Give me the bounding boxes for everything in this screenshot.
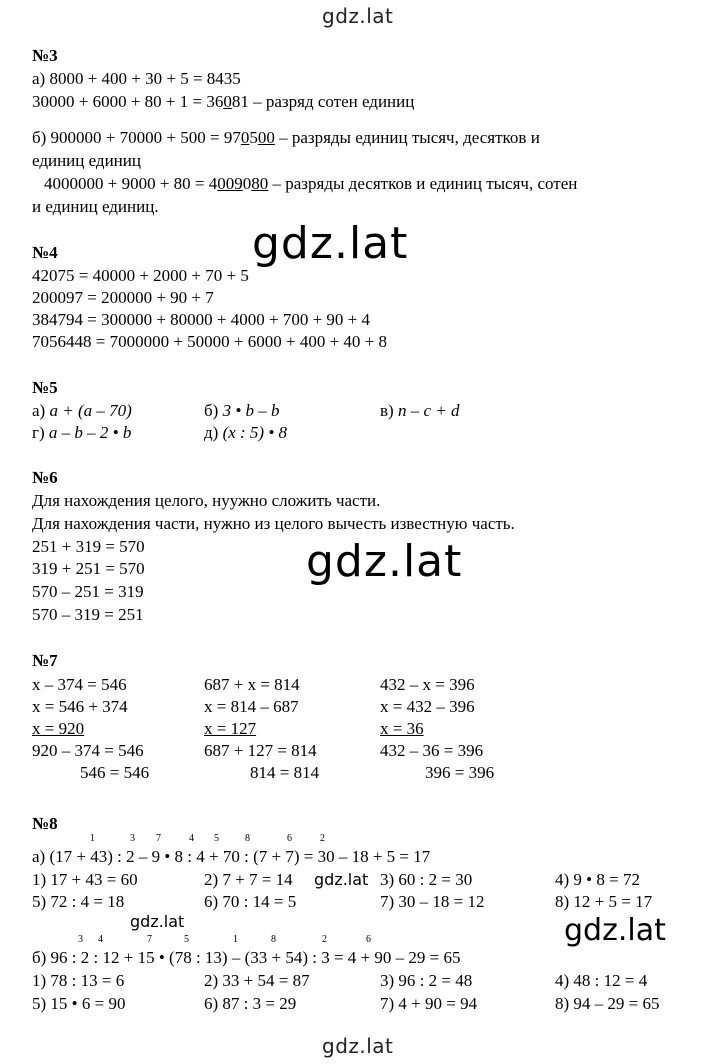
answer-text: x = 127 <box>204 719 257 738</box>
text-part: – разряды десятков и единиц тысяч, сотен <box>268 174 578 193</box>
answer-text: x = 920 <box>32 719 85 738</box>
task-7-col2-answer <box>204 719 256 739</box>
task-8-step: 6) 87 : 3 = 29 <box>204 994 297 1013</box>
text-part: – разряды единиц тысяч, десятков и <box>274 128 540 147</box>
text-part: 5 <box>249 128 258 147</box>
task-8-step: 6) 70 : 14 = 5 <box>204 892 297 911</box>
task-7-col3-line: 396 = 396 <box>425 763 495 782</box>
order-number: 2 <box>320 833 325 844</box>
task-3-line-c2: и единиц единиц. <box>32 197 159 216</box>
watermark-right: gdz.lat <box>560 914 670 948</box>
order-number: 8 <box>245 833 250 844</box>
task-8-step: 8) 12 + 5 = 17 <box>555 892 653 911</box>
task-8-title: №8 <box>32 814 58 833</box>
task-6-line: 570 – 251 = 319 <box>32 582 144 601</box>
task-7-col3-line: x = 432 – 396 <box>380 697 475 716</box>
text-part: 0 <box>242 174 252 193</box>
underlined-digit: 0 <box>259 174 269 193</box>
underlined-digit: 0 <box>223 92 232 111</box>
task-4-line: 384794 = 300000 + 80000 + 4000 + 700 + 90 + 4 <box>32 310 371 329</box>
task-6-line: 251 + 319 = 570 <box>32 537 145 556</box>
task-3-line-a1: а) 8000 + 400 + 30 + 5 = 8435 <box>32 69 241 88</box>
task-8-step: 4) 48 : 12 = 4 <box>555 971 648 990</box>
order-number: 6 <box>366 934 371 945</box>
item-label: а) <box>32 401 50 420</box>
item-label: д) <box>204 423 223 442</box>
task-7-col1-answer <box>32 719 84 739</box>
task-6-line: 570 – 319 = 251 <box>32 605 144 624</box>
task-3-title: №3 <box>32 46 58 65</box>
order-number: 6 <box>287 833 292 844</box>
watermark-large-2: gdz.lat <box>306 536 463 587</box>
item-expression: 3 • b – b <box>222 401 280 420</box>
task-5-item-g <box>32 423 131 443</box>
order-number: 1 <box>233 934 238 945</box>
task-8-step: 5) 15 • 6 = 90 <box>32 994 126 1013</box>
task-8-step: 4) 9 • 8 = 72 <box>555 870 640 889</box>
task-5-item-d <box>204 423 287 443</box>
task-8-step: 2) 33 + 54 = 87 <box>204 971 310 990</box>
task-8-step: 5) 72 : 4 = 18 <box>32 892 125 911</box>
task-6-line: Для нахождения целого, нуужно сложить части. <box>32 491 381 510</box>
task-7-col1-line: 920 – 374 = 546 <box>32 741 144 760</box>
order-number: 5 <box>184 934 189 945</box>
order-number: 7 <box>156 833 161 844</box>
task-7-col1-line: x – 374 = 546 <box>32 675 127 694</box>
order-number: 4 <box>98 934 103 945</box>
item-expression: (x : 5) • 8 <box>222 423 288 442</box>
task-7-col3-line: 432 – 36 = 396 <box>380 741 484 760</box>
answer-text: x = 36 <box>380 719 424 738</box>
order-number: 7 <box>147 934 152 945</box>
task-7-col2-line: x = 814 – 687 <box>204 697 299 716</box>
task-8-expression-a: а) (17 + 43) : 2 – 9 • 8 : 4 + 70 : (7 + 7) = 30 – 18 + 5 = 17 <box>32 847 431 866</box>
task-7-col3-line: 432 – x = 396 <box>380 675 475 694</box>
watermark-inline-2: gdz.lat <box>130 912 185 931</box>
task-8-step: 3) 60 : 2 = 30 <box>380 870 473 889</box>
task-8-step: 7) 4 + 90 = 94 <box>380 994 478 1013</box>
task-8-step: 3) 96 : 2 = 48 <box>380 971 473 990</box>
task-4-line: 200097 = 200000 + 90 + 7 <box>32 288 214 307</box>
task-7-col3-answer <box>380 719 424 739</box>
watermark-large-1: gdz.lat <box>252 218 409 269</box>
item-label: г) <box>32 423 49 442</box>
text-part: 81 – разряд сотен единиц <box>231 92 415 111</box>
task-7-col1-line: x = 546 + 374 <box>32 697 128 716</box>
task-6-title: №6 <box>32 468 58 487</box>
task-8-step: 1) 78 : 13 = 6 <box>32 971 125 990</box>
task-7-title: №7 <box>32 651 58 670</box>
underlined-digit: 009 <box>217 174 243 193</box>
task-3-line-b2: единиц единиц <box>32 151 141 170</box>
task-5-item-v <box>380 401 459 421</box>
task-6-line: Для нахождения части, нужно из целого вычесть известную часть. <box>32 514 515 533</box>
underlined-digit: 8 <box>251 174 260 193</box>
task-8-step: 8) 94 – 29 = 65 <box>555 994 660 1013</box>
order-number: 5 <box>214 833 219 844</box>
task-7-col2-line: 814 = 814 <box>250 763 320 782</box>
task-5-item-a <box>32 401 132 421</box>
watermark-inline-1: gdz.lat <box>314 870 369 889</box>
item-expression: a – b – 2 • b <box>48 423 132 442</box>
task-4-line: 42075 = 40000 + 2000 + 70 + 5 <box>32 266 249 285</box>
task-8-step: 7) 30 – 18 = 12 <box>380 892 485 911</box>
task-7-col2-line: 687 + 127 = 814 <box>204 741 317 760</box>
item-label: в) <box>380 401 398 420</box>
text-part: 4000000 + 9000 + 80 = 4 <box>44 174 218 193</box>
order-number: 4 <box>189 833 194 844</box>
task-7-col2-line: 687 + x = 814 <box>204 675 300 694</box>
order-number: 8 <box>271 934 276 945</box>
task-8-step: 1) 17 + 43 = 60 <box>32 870 138 889</box>
order-number: 3 <box>130 833 135 844</box>
underlined-digit: 0 <box>240 128 250 147</box>
text-part: 30000 + 6000 + 80 + 1 = 36 <box>32 92 224 111</box>
order-number: 3 <box>78 934 83 945</box>
task-7-col1-line: 546 = 546 <box>80 763 150 782</box>
text-part: б) 900000 + 70000 + 500 = 97 <box>32 128 241 147</box>
task-8-step: 2) 7 + 7 = 14 <box>204 870 293 889</box>
task-5-item-b <box>204 401 280 421</box>
underlined-digit: 00 <box>257 128 275 147</box>
order-number: 2 <box>322 934 327 945</box>
item-expression: a + (a – 70) <box>49 401 132 420</box>
task-4-line: 7056448 = 7000000 + 50000 + 6000 + 400 + 40 + 8 <box>32 332 388 351</box>
order-number: 1 <box>90 833 95 844</box>
task-3-line-b1 <box>32 128 682 148</box>
task-4-title: №4 <box>32 243 58 262</box>
item-expression: n – c + d <box>397 401 460 420</box>
item-label: б) <box>204 401 223 420</box>
task-8-expression-b: б) 96 : 2 : 12 + 15 • (78 : 13) – (33 + 54) : 3 = 4 + 90 – 29 = 65 <box>32 948 461 967</box>
watermark-bottom: gdz.lat <box>322 1034 394 1058</box>
watermark-top: gdz.lat <box>322 4 394 28</box>
task-3-line-c1 <box>44 174 577 194</box>
task-6-line: 319 + 251 = 570 <box>32 559 145 578</box>
task-3-line-a2 <box>32 92 414 112</box>
task-5-title: №5 <box>32 378 58 397</box>
